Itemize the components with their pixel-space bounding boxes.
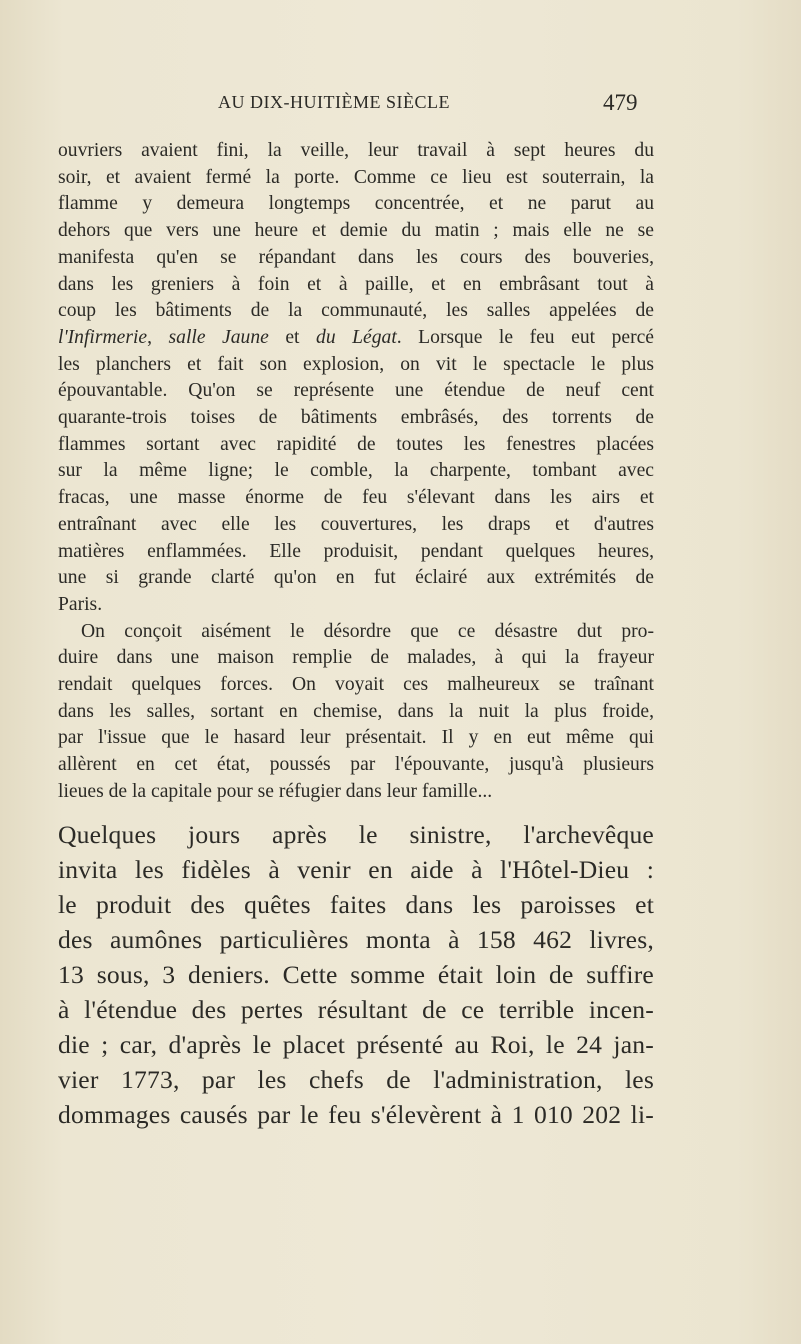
text-line: Quelques jours après le sinistre, l'archevêque <box>58 819 654 849</box>
text-line: matières enflammées. Elle produisit, pendant quelques heures, <box>58 540 654 562</box>
text-line: manifesta qu'en se répandant dans les cours des bouveries, <box>58 246 654 268</box>
text-line: allèrent en cet état, poussés par l'épouvante, jusqu'à plusieurs <box>58 754 654 776</box>
text-line: On conçoit aisément le désordre que ce désastre dut pro- <box>81 620 654 642</box>
text-line: les planchers et fait son explosion, on vit le spectacle le plus <box>58 353 654 375</box>
text-line: flammes sortant avec rapidité de toutes les fenestres placées <box>58 433 654 455</box>
italic-du-legat: du Légat <box>316 326 397 348</box>
text-line: épouvantable. Qu'on se représente une étendue de neuf cent <box>58 380 654 402</box>
running-head: AU DIX-HUITIÈME SIÈCLE <box>218 92 450 112</box>
text-line: sur la même ligne; le comble, la charpente, tombant avec <box>58 460 654 482</box>
text-line: par l'issue que le hasard leur présentait. Il y en eut même qui <box>58 727 654 749</box>
text-line: une si grande clarté qu'on en fut éclairé aux extrémités de <box>58 567 654 589</box>
text-line: Paris. <box>58 593 103 615</box>
paragraph-fire-description <box>58 138 654 619</box>
text-line: dans les greniers à foin et à paille, et en embrâsant tout à <box>58 273 654 295</box>
italic-infirmerie: l'Infirmerie <box>58 326 148 348</box>
text-line: dommages causés par le feu s'élevèrent à 1 010 202 li- <box>58 1100 654 1130</box>
text-line-with-italics: l'Infirmerie, salle Jaune et du Légat. Lorsque le feu eut percé <box>58 326 654 348</box>
text-line: à l'étendue des pertes résultant de ce terrible incen- <box>58 995 654 1025</box>
text-line: die ; car, d'après le placet présenté au Roi, le 24 jan- <box>58 1030 654 1060</box>
text-line: lieues de la capitale pour se réfugier dans leur famille... <box>58 780 493 802</box>
text-line: dans les salles, sortant en chemise, dans la nuit la plus froide, <box>58 700 654 722</box>
text-line: duire dans une maison remplie de malades, à qui la frayeur <box>58 647 654 669</box>
text-line: soir, et avaient fermé la porte. Comme ce lieu est souterrain, la <box>58 166 654 188</box>
text-line: vier 1773, par les chefs de l'administration, les <box>58 1065 654 1095</box>
italic-salle-jaune: salle Jaune <box>168 326 269 348</box>
paragraph-aftermath <box>58 817 654 1133</box>
paragraph-disorder <box>58 619 654 806</box>
text-line: coup les bâtiments de la communauté, les salles appelées de <box>58 300 654 322</box>
text-line: quarante-trois toises de bâtiments embrâsés, des torrents de <box>58 407 654 429</box>
text-line: des aumônes particulières monta à 158 462 livres, <box>58 924 654 954</box>
body-text <box>58 138 654 1132</box>
text-line: fracas, une masse énorme de feu s'élevant dans les airs et <box>58 487 654 509</box>
text-line: flamme y demeura longtemps concentrée, et ne parut au <box>58 193 654 215</box>
page-header <box>0 90 801 120</box>
text-line: dehors que vers une heure et demie du matin ; mais elle ne se <box>58 220 654 242</box>
text-line: ouvriers avaient fini, la veille, leur travail à sept heures du <box>58 140 654 161</box>
page-number: 479 <box>603 90 638 115</box>
text-line: invita les fidèles à venir en aide à l'Hôtel-Dieu : <box>58 854 654 884</box>
text-line: 13 sous, 3 deniers. Cette somme était loin de suffire <box>58 959 654 989</box>
text-line: rendait quelques forces. On voyait ces malheureux se traînant <box>58 674 654 696</box>
text-line: entraînant avec elle les couvertures, les draps et d'autres <box>58 513 654 535</box>
text-line: le produit des quêtes faites dans les paroisses et <box>58 889 654 919</box>
